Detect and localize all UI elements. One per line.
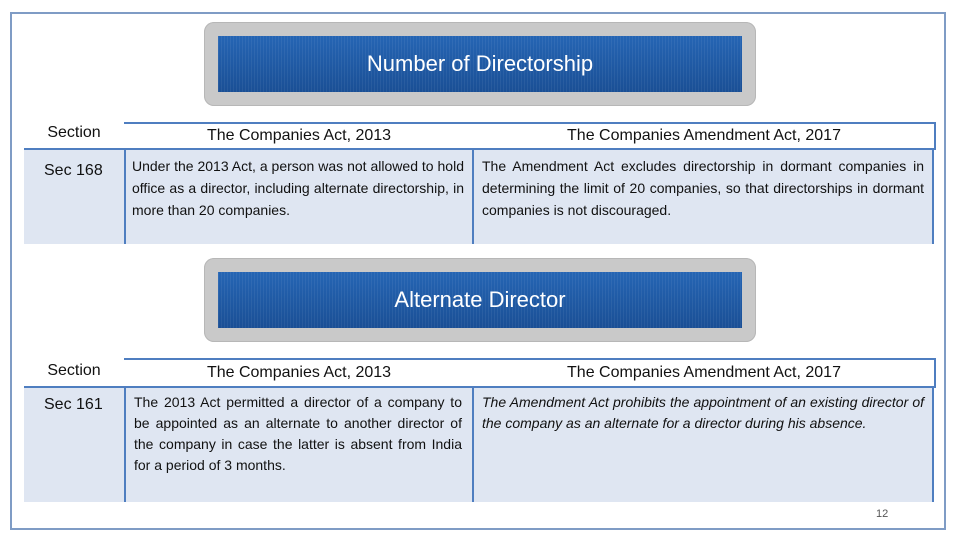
header-amendment-2017: The Companies Amendment Act, 2017 [474, 358, 936, 388]
banner-number-of-directorship [204, 22, 756, 106]
page-number: 12 [876, 508, 889, 520]
section-number: Sec 168 [44, 162, 103, 179]
header-section: Section [24, 124, 124, 150]
banner-alternate-director [204, 258, 756, 342]
amendment-2017-text: The Amendment Act excludes directorship in dormant companies in determining the limit of 20 companies, so that directorships in dormant companies is not discouraged. [482, 158, 924, 218]
act-2013-text: The 2013 Act permitted a director of a company to be appointed as an alternate to another director of the company in case the latter is absent from India for a period of 3 months. [134, 394, 462, 473]
header-section: Section [24, 362, 124, 388]
column-divider [472, 150, 474, 244]
column-divider [932, 150, 934, 244]
banner-title: Number of Directorship [218, 36, 742, 92]
act-2013-text: Under the 2013 Act, a person was not allowed to hold office as a director, including alternate directorship, in more than 20 companies. [132, 158, 464, 218]
column-divider [472, 388, 474, 502]
column-divider [932, 388, 934, 502]
table-row [24, 388, 934, 502]
header-act-2013: The Companies Act, 2013 [124, 122, 474, 150]
section-number: Sec 161 [44, 396, 103, 413]
header-act-2013: The Companies Act, 2013 [124, 358, 474, 388]
amendment-2017-text: The Amendment Act prohibits the appointment of an existing director of the company as an alternate for a director during his absence. [482, 394, 924, 431]
column-divider [124, 150, 126, 244]
column-divider [124, 388, 126, 502]
table-row [24, 150, 934, 244]
banner-title: Alternate Director [218, 272, 742, 328]
header-amendment-2017: The Companies Amendment Act, 2017 [474, 122, 936, 150]
